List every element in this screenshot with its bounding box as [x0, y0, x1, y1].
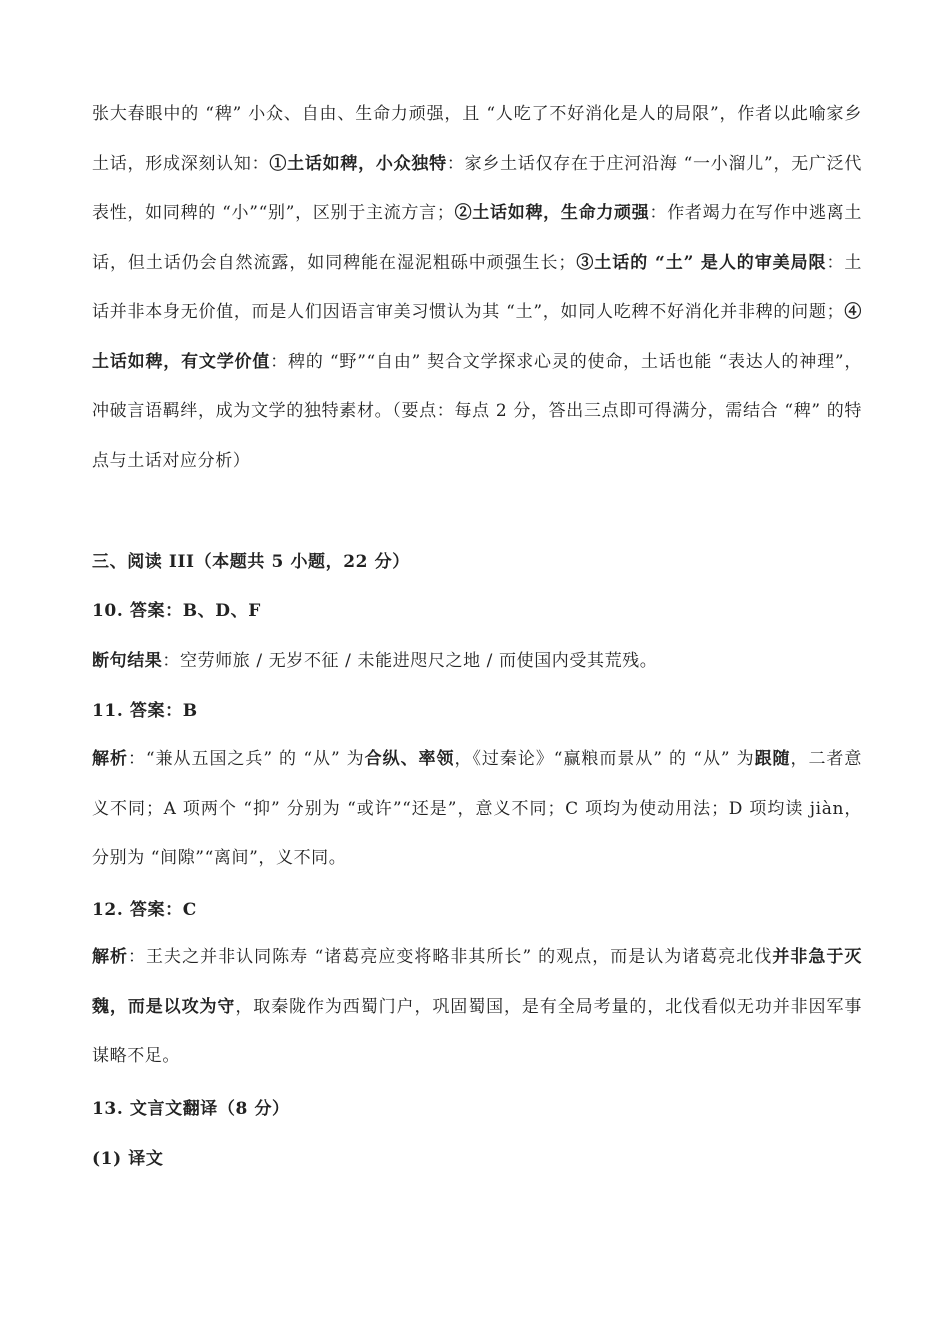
key-point-2: ②土话如稗，生命力顽强 — [454, 203, 650, 223]
key-point-3: ③土话的 “土” 是人的审美局限 — [576, 252, 827, 273]
answer-paragraph-9 — [92, 90, 862, 486]
text-run: ：土话并非本身无价值，而是人们因语言审美习惯认为其 “土”，如同人吃稗不好消化并非稗的问题； — [92, 252, 863, 322]
q10-sentence-break: 断句结果：空劳师旅 / 无岁不征 / 未能进咫尺之地 / 而使国内受其荒残。 — [92, 651, 658, 671]
text-run: ：家乡土话仅存在于庄河沿海 “一小溜儿”，无广泛代表性，如同稗的 “小”“别”，区别于主流方言； — [92, 153, 863, 223]
text-run: ：稗的 “野”“自由” 契合文学探求心灵的使命，土话也能 “表达人的神理”，冲破言语羁绊，成为文学的独特素材。（要点：每点 2 分，答出三点即可得满分，需结合 “稗” 的特点与土话对应分析） — [92, 351, 862, 471]
q10-answer: 10. 答案：B、D、F — [92, 601, 261, 621]
q13-heading: 13. 文言文翻译（8 分） — [92, 1099, 290, 1119]
q11-answer: 11. 答案：B — [92, 701, 198, 721]
text-run: 张大春眼中的 “稗” 小众、自由、生命力顽强，且 “人吃了不好消化是人的局限”，作者以此喻家乡土话，形成深刻认知： — [92, 104, 862, 174]
q12-explanation: 解析：王夫之并非认同陈寿 “诸葛亮应变将略非其所长” 的观点，而是认为诸葛亮北伐并非急于灭魏，而是以攻为守，取秦陇作为西蜀门户，巩固蜀国，是有全局考量的，北伐看似无功并非因军事谋略不足。 — [92, 947, 862, 1066]
key-point-4: ④土话如稗，有文学价值 — [92, 302, 862, 372]
q12-answer: 12. 答案：C — [92, 900, 197, 920]
q13-sub1: (1) 译文 — [92, 1149, 164, 1169]
text-run: ：作者竭力在写作中逃离土话，但土话仍会自然流露，如同稗能在湿泥粗砾中顽强生长； — [92, 203, 863, 273]
key-point-1: ①土话如稗，小众独特 — [269, 153, 447, 174]
q11-explanation: 解析：“兼从五国之兵” 的 “从” 为合纵、率领，《过秦论》“赢粮而景从” 的 “从” 为跟随，二者意义不同；A 项两个 “抑” 分别为 “或许”“还是”，意义不同；C 项均为使动用法；D 项均读 jiàn，分别为 “间隙”“离间”，义不同。 — [92, 749, 863, 868]
section-heading: 三、阅读 III（本题共 5 小题，22 分） — [92, 552, 410, 572]
